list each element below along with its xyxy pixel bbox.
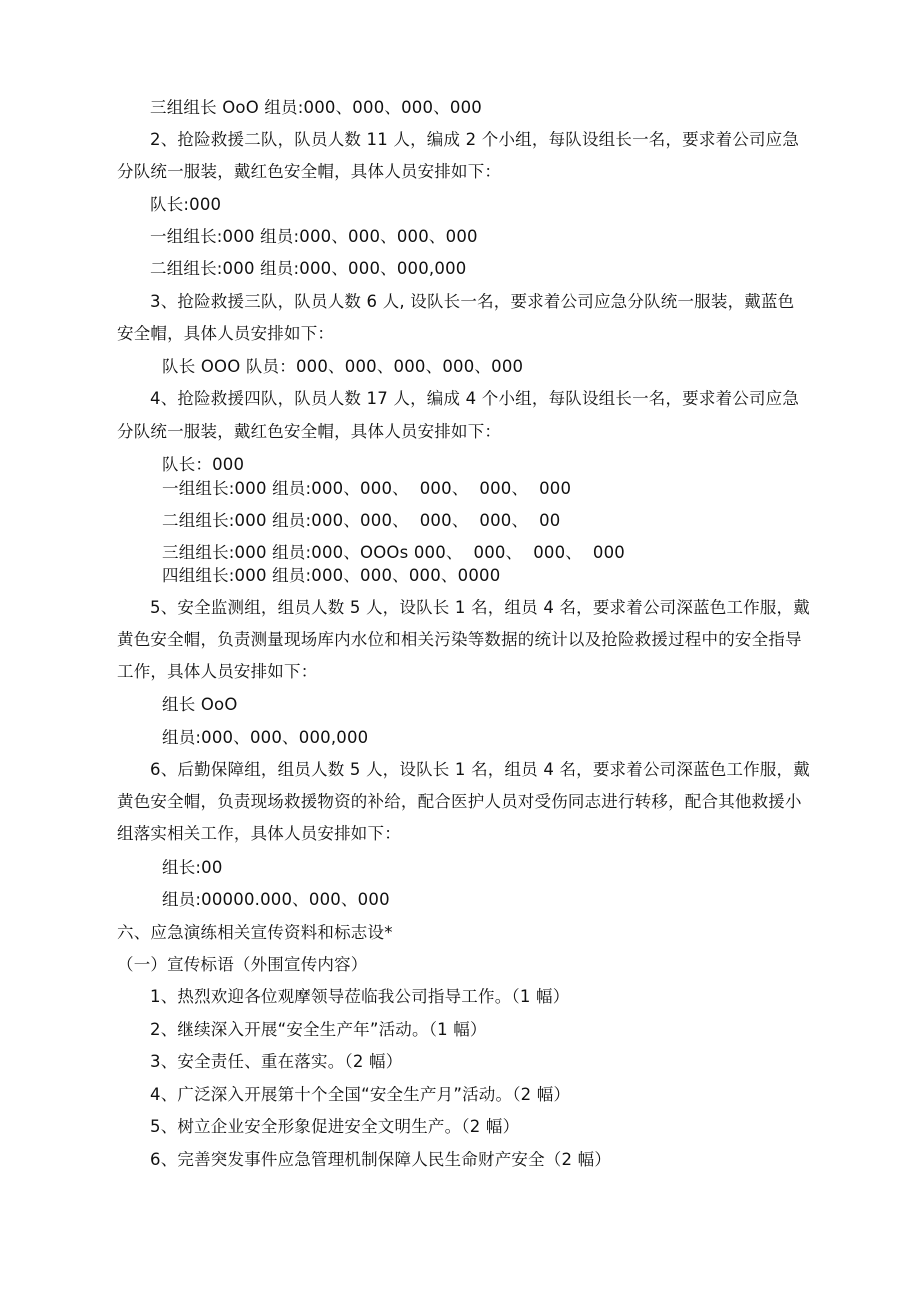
text-line: 黄色安全帽，负责现场救援物资的补给，配合医护人员对受伤同志进行转移，配合其他救援小 <box>117 792 802 811</box>
text-line: 三组组长 OoO 组员:000、000、000、000 <box>150 98 482 117</box>
text-line: 安全帽，具体人员安排如下： <box>117 324 335 343</box>
text-line: 分队统一服装，戴红色安全帽，具体人员安排如下： <box>117 162 502 181</box>
text-line: 黄色安全帽，负责测量现场库内水位和相关污染等数据的统计以及抢险救援过程中的安全指导 <box>117 630 802 649</box>
text-line: 5、安全监测组，组员人数 5 人，设队长 1 名，组员 4 名，要求着公司深蓝色工作服，戴 <box>150 598 810 617</box>
text-line: 3、抢险救援三队，队员人数 6 人, 设队长一名，要求着公司应急分队统一服装，戴蓝色 <box>150 292 795 311</box>
slogan-item: 1、热烈欢迎各位观摩领导莅临我公司指导工作。（1 幅） <box>150 987 570 1006</box>
text-line: 组落实相关工作，具体人员安排如下： <box>117 824 401 843</box>
slogan-item: 6、完善突发事件应急管理机制保障人民生命财产安全（2 幅） <box>150 1150 612 1169</box>
section-heading: 六、应急演练相关宣传资料和标志设* <box>117 923 393 942</box>
text-line: 2、抢险救援二队，队员人数 11 人，编成 2 个小组，每队设组长一名，要求着公司应急 <box>150 130 800 149</box>
text-line: 二组组长:000 组员:000、000、 000、 000、 00 <box>162 511 561 530</box>
slogan-item: 3、安全责任、重在落实。（2 幅） <box>150 1052 403 1071</box>
text-line: 二组组长:000 组员:000、000、000,000 <box>150 259 467 278</box>
text-line: 组长:00 <box>162 858 223 877</box>
text-line: 队长 OOO 队员：000、000、000、000、000 <box>162 357 524 376</box>
text-line: 队长:000 <box>150 195 222 214</box>
text-line: 组员:00000.000、000、000 <box>162 890 390 909</box>
text-line: 一组组长:000 组员:000、000、 000、 000、 000 <box>162 479 572 498</box>
slogan-item: 2、继续深入开展“安全生产年”活动。（1 幅） <box>150 1020 487 1039</box>
text-line: 队长：000 <box>162 455 245 474</box>
text-line: 4、抢险救援四队，队员人数 17 人，编成 4 个小组，每队设组长一名，要求着公司应急 <box>150 389 800 408</box>
slogan-item: 5、树立企业安全形象促进安全文明生产。（2 幅） <box>150 1117 520 1136</box>
slogan-item: 4、广泛深入开展第十个全国“安全生产月”活动。（2 幅） <box>150 1085 571 1104</box>
text-line: 6、后勤保障组，组员人数 5 人，设队长 1 名，组员 4 名，要求着公司深蓝色工作服，戴 <box>150 760 810 779</box>
text-line: 三组组长:000 组员:000、OOOs 000、 000、 000、 000 <box>162 543 625 562</box>
subsection-heading: （一）宣传标语（外围宣传内容） <box>117 955 368 974</box>
text-line: 工作，具体人员安排如下： <box>117 662 318 681</box>
text-line: 组员:000、000、000,000 <box>162 728 369 747</box>
text-line: 四组组长:000 组员:000、000、000、0000 <box>162 566 501 585</box>
text-line: 组长 OoO <box>162 695 238 714</box>
text-line: 一组组长:000 组员:000、000、000、000 <box>150 227 478 246</box>
text-line: 分队统一服装，戴红色安全帽，具体人员安排如下： <box>117 422 502 441</box>
